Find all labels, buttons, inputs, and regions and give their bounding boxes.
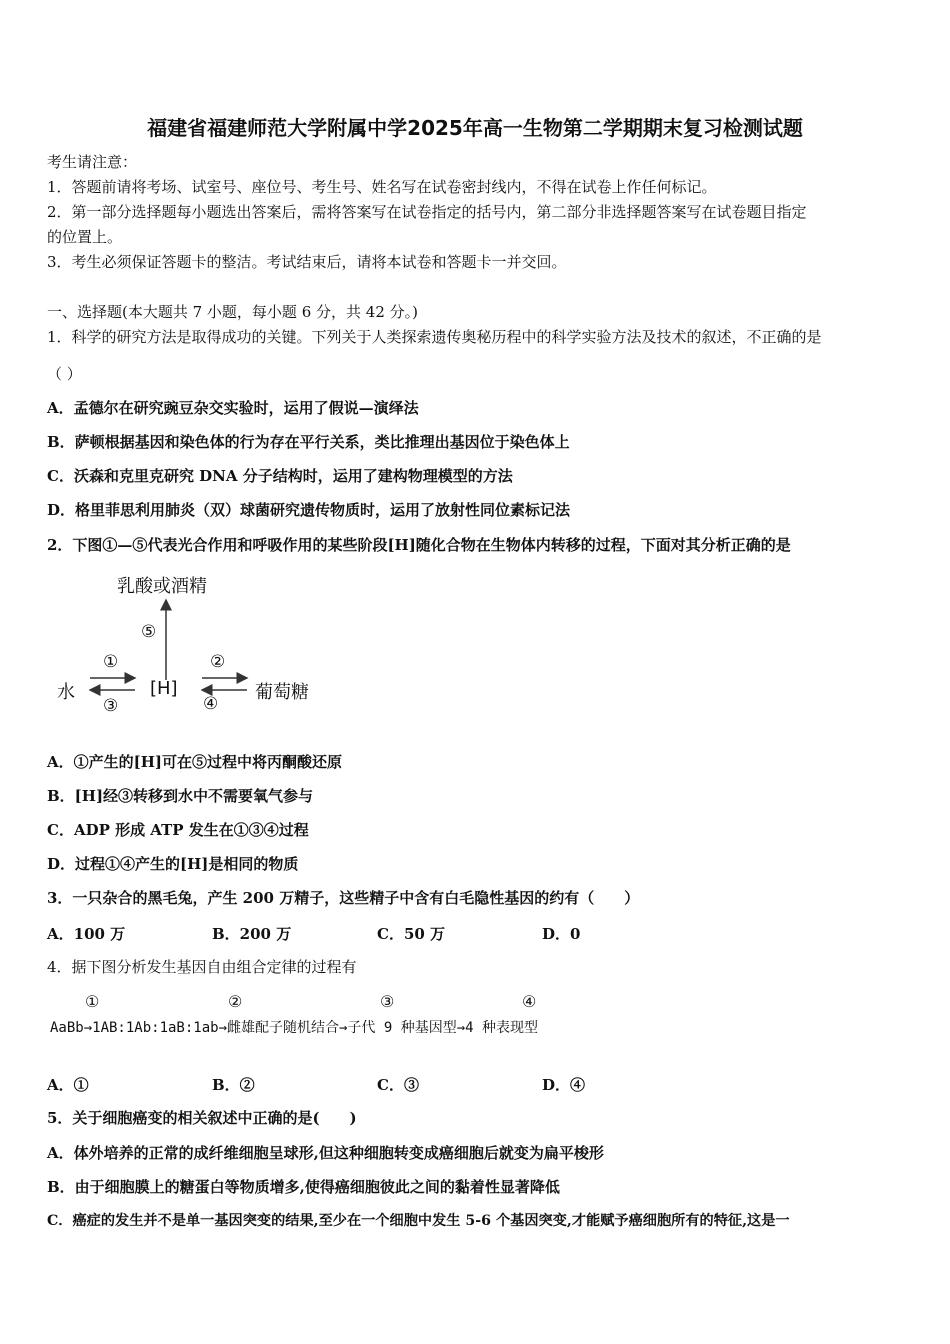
q2-diagram [55,568,345,728]
q3-stem: 3．一只杂合的黑毛兔，产生 200 万精子，这些精子中含有白毛隐性基因的约有（ ） [47,889,640,907]
q3-option-c: C．50 万 [377,925,446,943]
q2-diagram-label-4: ④ [203,694,219,714]
q4-diagram-label-3: ③ [380,992,395,1011]
q2-diagram-label-1: ① [103,652,119,672]
q2-diagram-center: [H] [150,678,178,699]
q3-option-d: D．0 [542,925,581,943]
q4-diagram-flow: AaBb→1AB:1Ab:1aB:1ab→雌雄配子随机结合→子代 9 种基因型→4 种表现型 [50,1020,539,1036]
q1-paren: （ ） [47,365,82,383]
q5-stem: 5．关于细胞癌变的相关叙述中正确的是( ) [47,1109,357,1127]
q1-option-d: D．格里菲思利用肺炎（双）球菌研究遗传物质时，运用了放射性同位素标记法 [47,501,571,519]
q1-option-a: A．孟德尔在研究豌豆杂交实验时，运用了假说—演绎法 [47,399,419,417]
q4-option-b: B．② [212,1076,255,1094]
q2-stem: 2．下图①—⑤代表光合作用和呼吸作用的某些阶段[H]随化合物在生物体内转移的过程，下面对其分析正确的是 [47,536,791,554]
page-title: 福建省福建师范大学附属中学2025年高一生物第二学期期末复习检测试题 [147,116,803,140]
notice-heading: 考生请注意： [47,153,138,171]
q2-diagram-label-3: ③ [103,696,119,716]
q2-option-b: B．[H]经③转移到水中不需要氧气参与 [47,787,314,805]
q4-diagram-label-1: ① [85,992,100,1011]
notice-item-3: 3．考生必须保证答题卡的整洁。考试结束后，请将本试卷和答题卡一并交回。 [47,253,567,271]
q4-diagram-label-2: ② [228,992,243,1011]
q5-option-c: C．癌症的发生并不是单一基因突变的结果,至少在一个细胞中发生 5-6 个基因突变,才能赋予癌细胞所有的特征,这是一 [47,1213,790,1229]
q4-stem: 4．据下图分析发生基因自由组合定律的过程有 [47,958,357,976]
q4-diagram [50,990,650,1040]
q2-diagram-right: 葡萄糖 [255,682,309,703]
q4-option-c: C．③ [377,1076,419,1094]
q2-option-c: C．ADP 形成 ATP 发生在①③④过程 [47,821,309,839]
q1-option-c: C．沃森和克里克研究 DNA 分子结构时，运用了建构物理模型的方法 [47,467,513,485]
q2-diagram-label-2: ② [210,652,226,672]
q2-option-d: D．过程①④产生的[H]是相同的物质 [47,855,299,873]
notice-item-2: 2．第一部分选择题每小题选出答案后，需将答案写在试卷指定的括号内，第二部分非选择题答案写在试卷题目指定 [47,203,807,221]
q3-option-b: B．200 万 [212,925,292,943]
q4-option-d: D．④ [542,1076,586,1094]
section-heading: 一、选择题(本大题共 7 小题，每小题 6 分，共 42 分。) [47,303,418,321]
q3-option-a: A．100 万 [47,925,126,943]
q1-stem: 1．科学的研究方法是取得成功的关键。下列关于人类探索遗传奥秘历程中的科学实验方法及技术的叙述，不正确的是 [47,328,822,346]
q4-diagram-label-4: ④ [522,992,537,1011]
q2-diagram-label-5: ⑤ [141,622,157,642]
q2-option-a: A．①产生的[H]可在⑤过程中将丙酮酸还原 [47,753,343,771]
q4-option-a: A．① [47,1076,89,1094]
notice-item-2-cont: 的位置上。 [47,228,123,246]
q2-diagram-left: 水 [57,682,75,703]
notice-item-1: 1．答题前请将考场、试室号、座位号、考生号、姓名写在试卷密封线内，不得在试卷上作任何标记。 [47,178,717,196]
q5-option-a: A．体外培养的正常的成纤维细胞呈球形,但这种细胞转变成癌细胞后就变为扁平梭形 [47,1144,604,1162]
q5-option-b: B．由于细胞膜上的糖蛋白等物质增多,使得癌细胞彼此之间的黏着性显著降低 [47,1178,560,1196]
q1-option-b: B．萨顿根据基因和染色体的行为存在平行关系，类比推理出基因位于染色体上 [47,433,570,451]
q2-diagram-top: 乳酸或酒精 [117,576,207,597]
